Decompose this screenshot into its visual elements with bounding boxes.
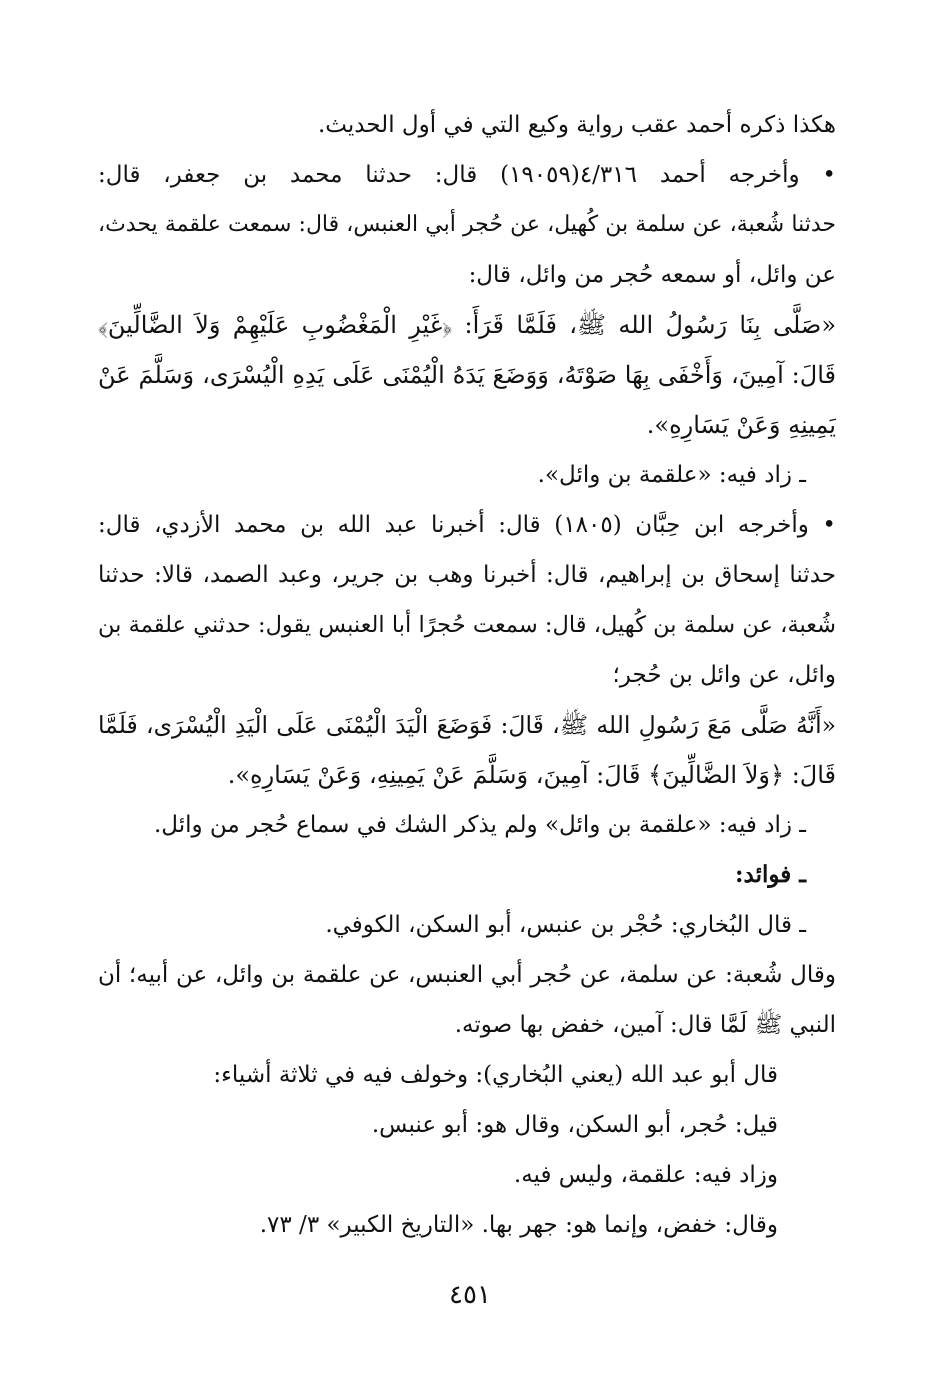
- text-line: وائل، عن وائل بن حُجر؛: [612, 662, 836, 688]
- body-text: [98, 100, 836, 1250]
- text-line: هكذا ذكره أحمد عقب رواية وكيع التي في أول الحديث.: [317, 112, 836, 138]
- text-line: • وأخرجه ابن حِبَّان (١٨٠٥) قال: أخبرنا عبد الله بن محمد الأزدي، قال:: [98, 512, 836, 538]
- text-line: عن وائل، أو سمعه حُجر من وائل، قال:: [468, 262, 836, 288]
- text-line: شُعبة، عن سلمة بن كُهيل، قال: سمعت حُجرًا أبا العنبس يقول: حدثني علقمة بن: [98, 612, 836, 638]
- hadith-text-line: «صَلَّى بِنَا رَسُولُ الله ﷺ، فَلَمَّا قَرَأَ: ﴿غَيْرِ الْمَغْضُوبِ عَلَيْهِمْ وَلاَ الضَّالِّينَ﴾: [98, 311, 836, 339]
- text-line: قال أبو عبد الله (يعني البُخاري): وخولف فيه في ثلاثة أشياء:: [213, 1062, 778, 1088]
- text-line: حدثنا شُعبة، عن سلمة بن كُهيل، عن حُجر أبي العنبس، قال: سمعت علقمة يحدث،: [98, 212, 836, 237]
- text-line: ـ زاد فيه: «علقمة بن وائل».: [537, 462, 806, 488]
- text-line: وزاد فيه: علقمة، وليس فيه.: [513, 1162, 778, 1188]
- hadith-text-line: «أَنَّهُ صَلَّى مَعَ رَسُولِ الله ﷺ، قَالَ: فَوَضَعَ الْيَدَ الْيُمْنَى عَلَى الْيَدِ الْيُسْرَى، فَلَمَّا: [98, 711, 836, 739]
- text-line: ـ قال البُخاري: حُجْر بن عنبس، أبو السكن، الكوفي.: [325, 912, 806, 938]
- text-line: وقال: خفض، وإنما هو: جهر بها. «التاريخ الكبير» ٣/ ٧٣.: [259, 1212, 778, 1238]
- text-line: النبي ﷺ لَمَّا قال: آمين، خفض بها صوته.: [454, 1012, 836, 1038]
- hadith-text-line: قَالَ: ﴿وَلاَ الضَّالِّينَ﴾ قَالَ: آمِينَ، وَسَلَّمَ عَنْ يَمِينِهِ، وَعَنْ يَسَارِهِ».: [227, 761, 836, 789]
- page-number: ٤٥١: [449, 1280, 491, 1310]
- text-line: ـ زاد فيه: «علقمة بن وائل» ولم يذكر الشك في سماع حُجر من وائل.: [153, 812, 806, 838]
- text-line: • وأخرجه أحمد ٤/٣١٦(١٩٠٥٩) قال: حدثنا محمد بن جعفر، قال:: [98, 162, 836, 188]
- text-line: وقال شُعبة: عن سلمة، عن حُجر أبي العنبس، عن علقمة بن وائل، عن أبيه؛ أن: [98, 962, 836, 988]
- text-line: قيل: حُجر، أبو السكن، وقال هو: أبو عنبس.: [371, 1112, 778, 1138]
- hadith-text-line: يَمِينِهِ وَعَنْ يَسَارِهِ».: [646, 411, 836, 439]
- section-heading: ـ فوائد:: [735, 861, 806, 888]
- hadith-text-line: قَالَ: آمِينَ، وَأَخْفَى بِهَا صَوْتَهُ، وَوَضَعَ يَدَهُ الْيُمْنَى عَلَى يَدِهِ الْيُسْرَى، وَسَلَّمَ عَنْ: [98, 361, 836, 389]
- text-line: حدثنا إسحاق بن إبراهيم، قال: أخبرنا وهب بن جرير، وعبد الصمد، قالا: حدثنا: [98, 562, 836, 588]
